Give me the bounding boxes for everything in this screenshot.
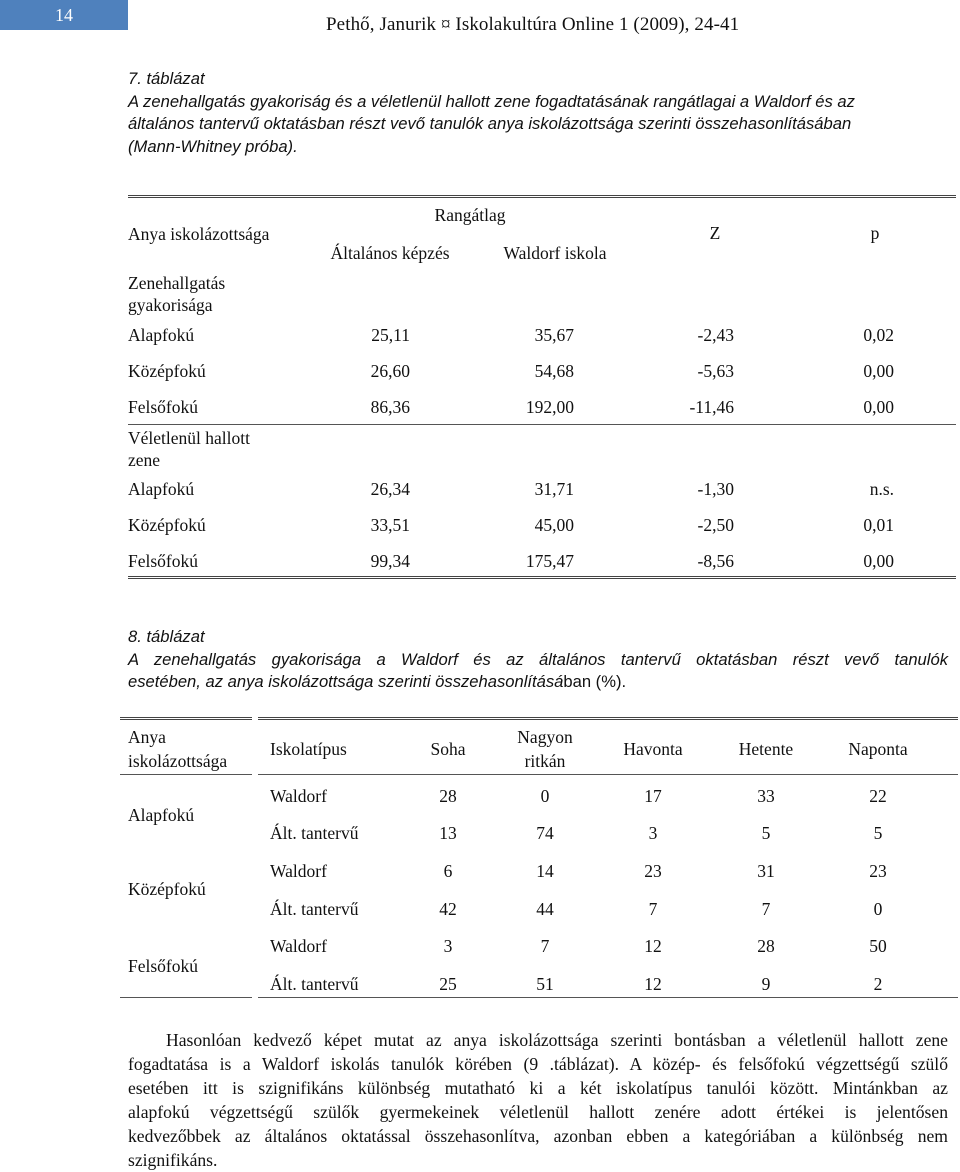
cell-never: 25 [439,974,457,994]
row-type: Ált. tantervű [270,974,359,994]
paragraph-line: fogadtatása is a Waldorf iskolás tanulók körében (9 .táblázat). A közép- és felsőfokú végzettségű szülő [128,1054,948,1074]
table8-level: Alapfokú [128,805,195,825]
table7-col-general: Általános képzés [330,243,450,263]
table8-header-rule [120,774,252,775]
table7-caption-line: általános tantervű oktatásban részt vevő tanulók anya iskolázottsága szerinti összehasonlításában [128,114,852,133]
cell-general: 99,34 [370,551,410,571]
table8-col-daily: Naponta [848,739,908,759]
table7-col-waldorf: Waldorf iskola [503,243,607,263]
table8-caption-italic: esetében, az anya iskolázottsága szerinti összehasonlításá [128,672,564,691]
running-head: Pethő, Janurik ¤ Iskolakultúra Online 1 (2009), 24-41 [326,14,740,35]
paragraph-line: szignifikáns. [128,1150,218,1170]
table7-section-title: zene [128,450,161,470]
cell-weekly: 7 [761,899,771,919]
table7-group-header: Rangátlag [434,205,506,225]
cell-general: 33,51 [370,515,410,535]
cell-z: -5,63 [697,361,734,381]
cell-waldorf: 31,71 [534,479,574,499]
cell-weekly: 5 [761,823,771,843]
cell-never: 6 [443,861,453,881]
cell-daily: 50 [869,936,887,956]
row-label: Középfokú [128,361,206,381]
cell-never: 42 [439,899,457,919]
cell-p: n.s. [869,479,894,499]
table7-bottom-rule [128,576,956,579]
table8-caption-line [128,671,948,694]
cell-never: 3 [443,936,453,956]
table7-caption-line: (Mann-Whitney próba). [128,136,298,156]
table7-caption [128,68,948,158]
paragraph-line: kedvezőbbek az általános oktatással összehasonlítva, azonban ebben a kategóriában a különbség nem [128,1126,948,1146]
table8-caption-plain: ban (%). [563,672,627,691]
body-paragraph [128,1028,948,1172]
table8-col-level: iskolázottsága [128,751,228,771]
cell-daily: 2 [873,974,883,994]
table8-bottom-rule [258,997,958,998]
table8-level: Felsőfokú [128,956,198,976]
table7-section-title: Véletlenül hallott [128,428,250,448]
table7-row-header: Anya iskolázottsága [128,224,270,244]
cell-z: -8,56 [697,551,734,571]
cell-daily: 23 [869,861,887,881]
cell-waldorf: 45,00 [534,515,574,535]
cell-rarely: 51 [536,974,554,994]
cell-p: 0,02 [863,325,894,345]
cell-general: 86,36 [370,397,410,417]
cell-rarely: 0 [540,786,550,806]
cell-weekly: 9 [761,974,771,994]
table8-caption [128,626,948,694]
cell-weekly: 28 [757,936,775,956]
table8-bottom-rule [120,997,252,998]
table8-label: 8. táblázat [128,627,205,646]
table7-caption-line: A zenehallgatás gyakoriság és a véletlenül hallott zene fogadtatásának rangátlagai a Waldorf és az [128,91,855,111]
cell-z: -2,43 [697,325,734,345]
row-label: Felsőfokú [128,397,198,417]
cell-z: -2,50 [697,515,734,535]
cell-p: 0,01 [863,515,894,535]
row-type: Waldorf [270,786,327,806]
cell-general: 26,34 [370,479,410,499]
table8-col-level: Anya [128,727,166,747]
cell-general: 26,60 [370,361,410,381]
cell-p: 0,00 [863,551,894,571]
cell-waldorf: 54,68 [534,361,574,381]
cell-general: 25,11 [371,325,410,345]
cell-daily: 0 [873,899,883,919]
cell-rarely: 7 [540,936,550,956]
row-label: Alapfokú [128,479,195,499]
cell-weekly: 31 [757,861,775,881]
table7-col-p: p [870,223,880,243]
table8-col-type: Iskolatípus [270,739,347,759]
row-type: Ált. tantervű [270,823,359,843]
cell-p: 0,00 [863,361,894,381]
table8-col-rarely: ritkán [524,751,566,771]
table8-col-monthly: Havonta [623,739,683,759]
row-label: Felsőfokú [128,551,198,571]
cell-rarely: 74 [536,823,554,843]
cell-monthly: 7 [648,899,658,919]
table7-divider [128,424,956,425]
table7-col-z: Z [709,223,721,243]
row-type: Waldorf [270,936,327,956]
cell-waldorf: 175,47 [525,551,574,571]
table8-header-rule [258,774,958,775]
cell-rarely: 44 [536,899,554,919]
row-type: Ált. tantervű [270,899,359,919]
cell-monthly: 12 [644,936,662,956]
row-label: Alapfokú [128,325,195,345]
paragraph-line: esetében itt is szignifikáns különbség mutatható ki a két iskolatípus tanulói között. Mintánkban az [128,1078,948,1098]
table8-col-never: Soha [430,739,466,759]
cell-monthly: 3 [648,823,658,843]
cell-never: 28 [439,786,457,806]
cell-monthly: 17 [644,786,662,806]
table8-level: Középfokú [128,879,206,899]
table7-section-title: gyakorisága [128,295,213,315]
table7-label: 7. táblázat [128,69,205,88]
cell-daily: 22 [869,786,887,806]
cell-monthly: 12 [644,974,662,994]
cell-z: -11,46 [689,397,734,417]
row-type: Waldorf [270,861,327,881]
table8-col-rarely: Nagyon [517,727,573,747]
cell-waldorf: 35,67 [534,325,574,345]
paragraph-line: alapfokú végzettségű szülők gyermekeinek véletlenül hallott zenére adott értékei is jelentősen [128,1102,948,1122]
cell-weekly: 33 [757,786,775,806]
page-number: 14 [0,0,128,30]
cell-never: 13 [439,823,457,843]
paragraph-line [128,1028,948,1052]
row-label: Középfokú [128,515,206,535]
table7-section-title: Zenehallgatás [128,273,226,293]
cell-z: -1,30 [697,479,734,499]
cell-p: 0,00 [863,397,894,417]
table8-col-weekly: Hetente [738,739,794,759]
table8-top-rule [258,717,958,720]
cell-monthly: 23 [644,861,662,881]
paragraph-line-text: Hasonlóan kedvező képet mutat az anya iskolázottsága szerinti bontásban a véletlenül hallott zene [166,1030,948,1050]
table8-caption-line: A zenehallgatás gyakorisága a Waldorf és az általános tantervű oktatásban részt vevő tanulók [128,649,948,669]
table7-top-rule [128,195,956,198]
cell-waldorf: 192,00 [525,397,574,417]
table8-top-rule [120,717,252,720]
cell-daily: 5 [873,823,883,843]
cell-rarely: 14 [536,861,554,881]
